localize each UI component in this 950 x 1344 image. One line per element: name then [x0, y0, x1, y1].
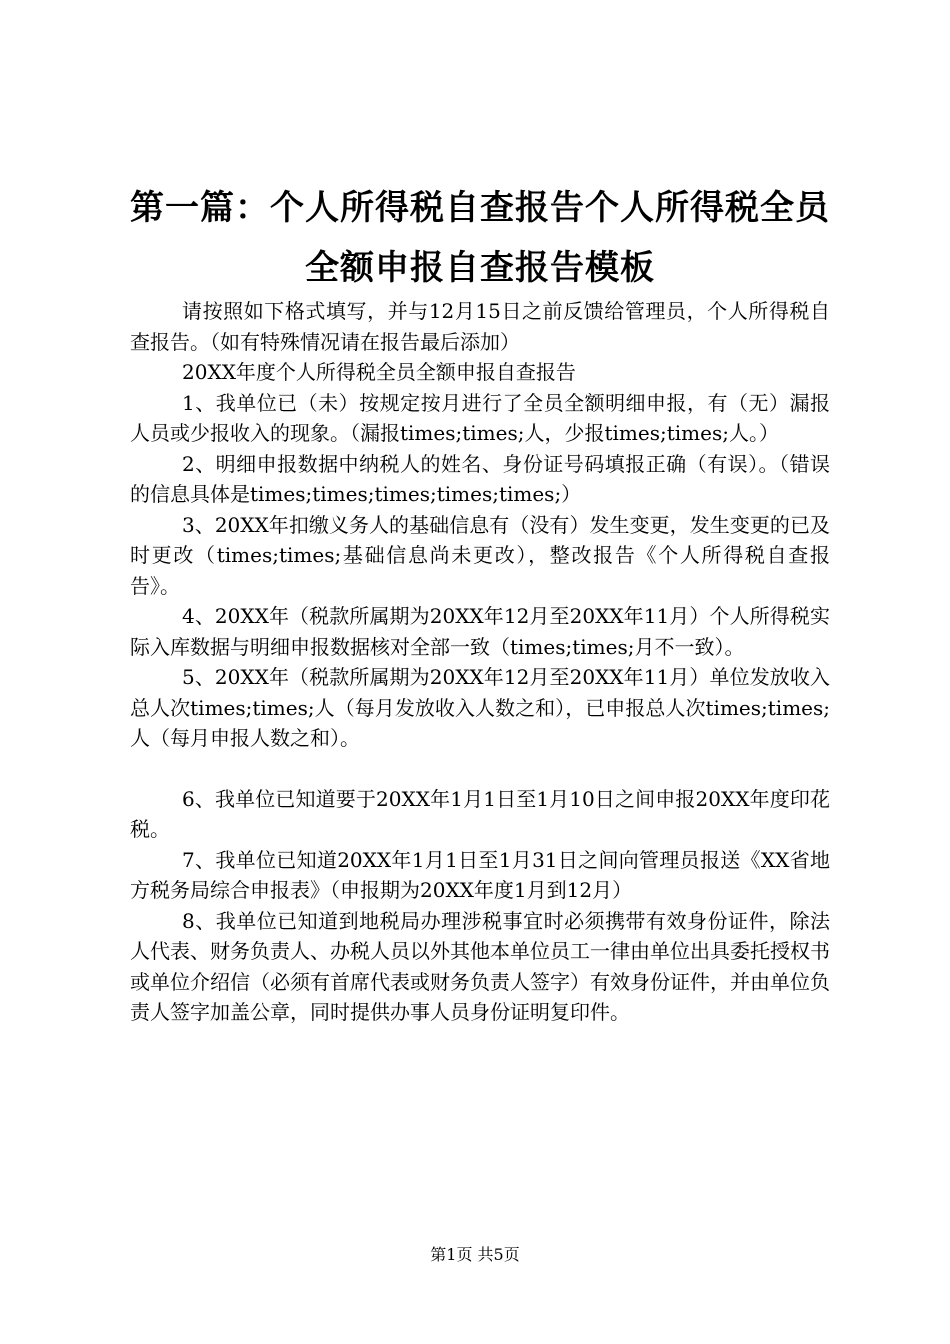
- paragraph-report-heading: 20XX年度个人所得税全员全额申报自查报告: [182, 360, 576, 384]
- paragraph-item-6: 6、我单位已知道要于20XX年1月1日至1月10日之间申报20XX年度印花税。: [130, 786, 830, 841]
- paragraph-item-3: 3、20XX年扣缴义务人的基础信息有（没有）发生变更，发生变更的已及时更改（times;times;基础信息尚未更改），整改报告《个人所得税自查报告》。: [130, 512, 830, 598]
- paragraph-item-7: 7、我单位已知道20XX年1月1日至1月31日之间向管理员报送《XX省地方税务局综合申报表》（申报期为20XX年度1月到12月）: [130, 847, 830, 902]
- paragraph-item-1: 1、我单位已（未）按规定按月进行了全员全额明细申报，有（无）漏报人员或少报收入的现象。（漏报times;times;人，少报times;times;人。）: [130, 390, 830, 445]
- document-title-line-1: 第一篇：个人所得税自查报告个人所得税全员: [130, 188, 830, 228]
- paragraph-item-2: 2、明细申报数据中纳税人的姓名、身份证号码填报正确（有误）。（错误的信息具体是times;times;times;times;times;）: [130, 451, 830, 506]
- paragraph-intro: 请按照如下格式填写，并与12月15日之前反馈给管理员，个人所得税自查报告。（如有特殊情况请在报告最后添加）: [130, 299, 830, 354]
- paragraph-item-4: 4、20XX年（税款所属期为20XX年12月至20XX年11月）个人所得税实际入库数据与明细申报数据核对全部一致（times;times;月不一致）。: [130, 604, 830, 659]
- paragraph-item-5: 5、20XX年（税款所属期为20XX年12月至20XX年11月）单位发放收入总人次times;times;人（每月发放收入人数之和），已申报总人次times;times;人（每月申报人数之和）。: [130, 665, 830, 750]
- document-body: [130, 296, 830, 1028]
- paragraph-item-8: 8、我单位已知道到地税局办理涉税事宜时必须携带有效身份证件，除法人代表、财务负责人、办税人员以外其他本单位员工一律由单位出具委托授权书或单位介绍信（必须有首席代表或财务负责人签字）有效身份证件，并由单位负责人签字加盖公章，同时提供办事人员身份证明复印件。: [130, 908, 830, 1024]
- page-footer: 第1页 共5页: [430, 1245, 520, 1264]
- document-title-line-2: 全额申报自查报告模板: [305, 248, 655, 288]
